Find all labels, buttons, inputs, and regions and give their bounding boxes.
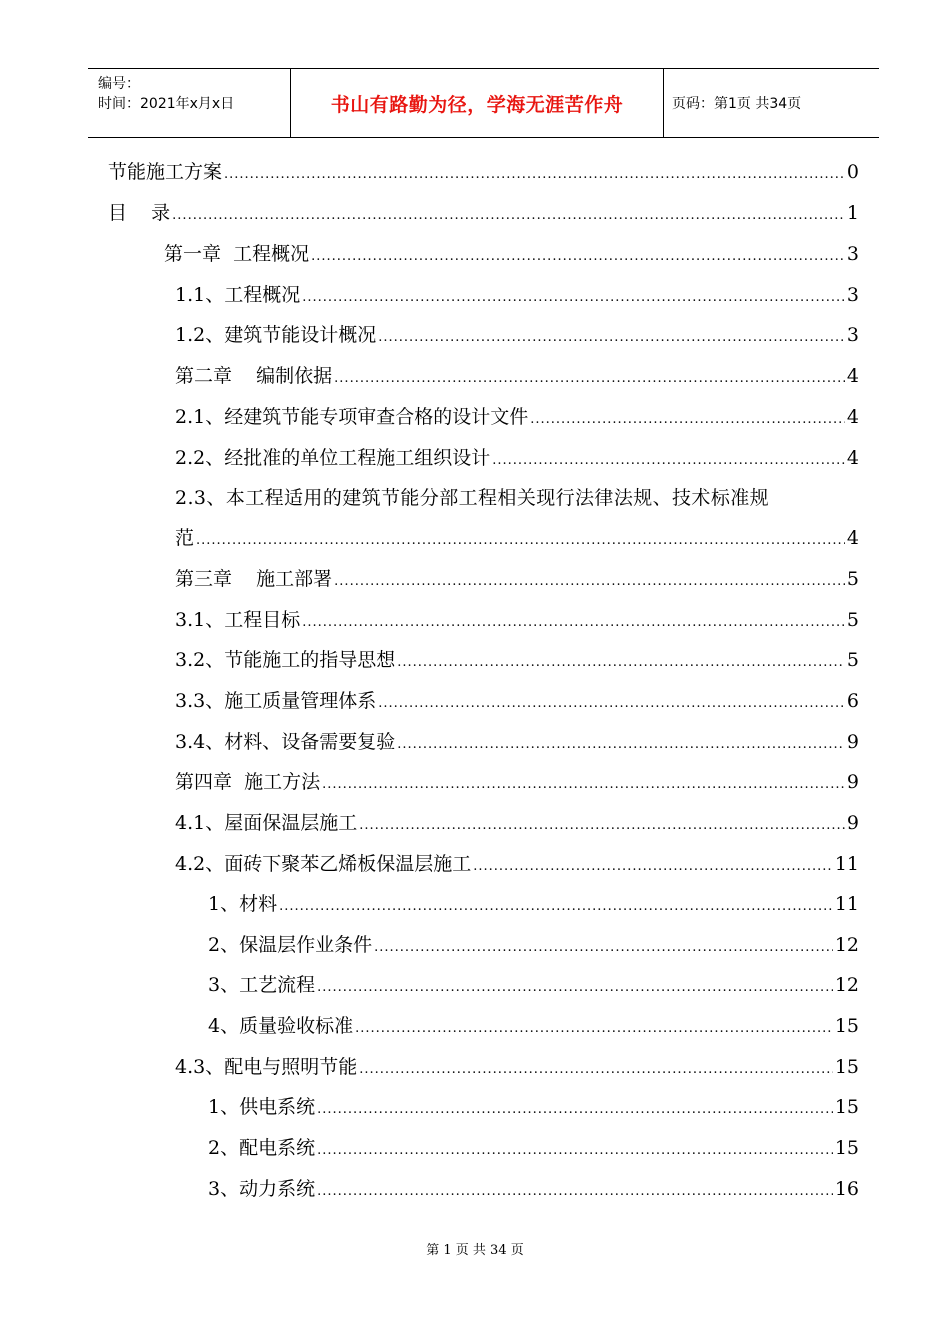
toc-entry[interactable] — [175, 282, 859, 308]
toc-entry[interactable] — [208, 932, 859, 958]
toc-entry-page: 5 — [846, 568, 859, 590]
toc-entry[interactable] — [175, 525, 859, 551]
header-info-cell — [88, 69, 291, 137]
toc-entry-title-line2: 范 — [175, 527, 195, 549]
toc-entry[interactable] — [175, 404, 859, 430]
toc-entry-page: 9 — [846, 731, 859, 753]
toc-entry-page: 5 — [846, 649, 859, 671]
toc-entry-page: 3 — [846, 284, 859, 306]
toc-leader-dots — [473, 854, 833, 880]
header-page-number: 页码：第1页 共34页 — [672, 96, 802, 112]
toc-entry-title: 节能施工方案 — [108, 161, 223, 183]
toc-entry-page: 0 — [846, 161, 859, 183]
toc-leader-dots — [374, 935, 833, 961]
toc-entry-title: 3.3、施工质量管理体系 — [175, 690, 377, 712]
toc-entry[interactable] — [175, 607, 859, 633]
toc-entry-title: 3.2、节能施工的指导思想 — [175, 649, 396, 671]
toc-leader-dots — [492, 448, 845, 474]
toc-entry-title: 2.2、经批准的单位工程施工组织设计 — [175, 447, 491, 469]
toc-entry-title: 3.4、材料、设备需要复验 — [175, 731, 396, 753]
header-page-cell — [664, 69, 879, 137]
toc-entry-title: 第三章 施工部署 — [175, 568, 333, 590]
toc-entry-page: 12 — [834, 974, 859, 996]
toc-entry-title: 1、材料 — [208, 893, 278, 915]
toc-entry-page: 9 — [846, 812, 859, 834]
toc-entry-page: 3 — [846, 324, 859, 346]
toc-leader-dots — [224, 162, 845, 188]
toc-leader-dots — [196, 528, 845, 554]
toc-leader-dots — [317, 1097, 833, 1123]
toc-leader-dots — [172, 203, 845, 229]
toc-entry-title-line1[interactable]: 2.3、本工程适用的建筑节能分部工程相关现行法律法规、技术标准规 — [175, 487, 770, 509]
toc-entry-page: 16 — [834, 1178, 859, 1200]
toc-entry[interactable] — [108, 200, 859, 226]
toc-leader-dots — [302, 285, 845, 311]
toc-entry-title: 第一章 工程概况 — [164, 243, 310, 265]
toc-entry-page: 5 — [846, 609, 859, 631]
toc-leader-dots — [397, 650, 845, 676]
toc-entry[interactable] — [164, 241, 859, 267]
toc-leader-dots — [359, 1057, 833, 1083]
toc-entry-page: 4 — [846, 406, 859, 428]
toc-entry[interactable] — [175, 769, 859, 795]
toc-entry-page: 3 — [846, 243, 859, 265]
toc-leader-dots — [317, 1179, 833, 1205]
toc-entry-page: 15 — [834, 1015, 859, 1037]
toc-entry[interactable] — [175, 647, 859, 673]
toc-entry-title: 4.1、屋面保温层施工 — [175, 812, 358, 834]
toc-leader-dots — [378, 325, 845, 351]
toc-entry[interactable] — [175, 851, 859, 877]
toc-entry[interactable] — [175, 363, 859, 389]
header-motto-cell — [291, 69, 664, 137]
toc-entry-title: 3、动力系统 — [208, 1178, 316, 1200]
toc-entry-page: 12 — [834, 934, 859, 956]
toc-entry-page: 11 — [834, 853, 859, 875]
toc-entry[interactable] — [208, 1176, 859, 1202]
toc-leader-dots — [317, 1138, 833, 1164]
toc-entry[interactable] — [175, 1054, 859, 1080]
document-time-label: 时间：2021年x月x日 — [98, 96, 235, 112]
toc-entry[interactable] — [175, 810, 859, 836]
toc-leader-dots — [311, 244, 845, 270]
toc-entry[interactable] — [108, 159, 859, 185]
toc-entry-title: 4、质量验收标准 — [208, 1015, 354, 1037]
toc-entry-title: 1、供电系统 — [208, 1096, 316, 1118]
toc-leader-dots — [279, 894, 833, 920]
toc-entry-title: 2.1、经建筑节能专项审查合格的设计文件 — [175, 406, 529, 428]
toc-entry-title: 第四章 施工方法 — [175, 771, 321, 793]
toc-leader-dots — [355, 1016, 833, 1042]
toc-entry[interactable] — [175, 566, 859, 592]
toc-entry[interactable] — [175, 688, 859, 714]
toc-leader-dots — [530, 407, 845, 433]
toc-entry[interactable] — [208, 1135, 859, 1161]
toc-entry[interactable] — [175, 445, 859, 471]
toc-leader-dots — [378, 691, 845, 717]
header-motto: 书山有路勤为径，学海无涯苦作舟 — [330, 93, 624, 116]
toc-entry[interactable] — [175, 322, 859, 348]
toc-entry[interactable] — [208, 1094, 859, 1120]
toc-leader-dots — [359, 813, 845, 839]
toc-entry[interactable] — [208, 1013, 859, 1039]
toc-entry[interactable] — [175, 729, 859, 755]
toc-leader-dots — [302, 610, 845, 636]
toc-leader-dots — [334, 366, 845, 392]
toc-entry-title: 1.2、建筑节能设计概况 — [175, 324, 377, 346]
toc-entry-page: 15 — [834, 1056, 859, 1078]
toc-entry-title: 2、保温层作业条件 — [208, 934, 373, 956]
page-footer: 第 1 页 共 34 页 — [426, 1243, 524, 1258]
toc-entry-title: 目 录 — [108, 202, 171, 224]
toc-entry-page: 15 — [834, 1137, 859, 1159]
toc-entry-title: 4.2、面砖下聚苯乙烯板保温层施工 — [175, 853, 472, 875]
toc-entry-page: 4 — [846, 447, 859, 469]
toc-entry-page: 6 — [846, 690, 859, 712]
toc-entry[interactable] — [208, 891, 859, 917]
toc-entry-title: 第二章 编制依据 — [175, 365, 333, 387]
toc-entry[interactable] — [208, 972, 859, 998]
page-header — [88, 68, 879, 138]
toc-entry-title: 4.3、配电与照明节能 — [175, 1056, 358, 1078]
document-number-label: 编号： — [98, 76, 140, 92]
toc-leader-dots — [334, 569, 845, 595]
toc-entry-page: 4 — [846, 365, 859, 387]
toc-entry-page: 15 — [834, 1096, 859, 1118]
toc-leader-dots — [322, 772, 845, 798]
toc-entry-page: 1 — [846, 202, 859, 224]
toc-entry-title: 2、配电系统 — [208, 1137, 316, 1159]
toc-entry-title: 3.1、工程目标 — [175, 609, 301, 631]
toc-leader-dots — [317, 975, 833, 1001]
toc-entry-page: 4 — [846, 527, 859, 549]
toc-leader-dots — [397, 732, 845, 758]
toc-entry-title: 3、工艺流程 — [208, 974, 316, 996]
toc-entry-page: 11 — [834, 893, 859, 915]
toc-entry-page: 9 — [846, 771, 859, 793]
toc-entry-title: 1.1、工程概况 — [175, 284, 301, 306]
